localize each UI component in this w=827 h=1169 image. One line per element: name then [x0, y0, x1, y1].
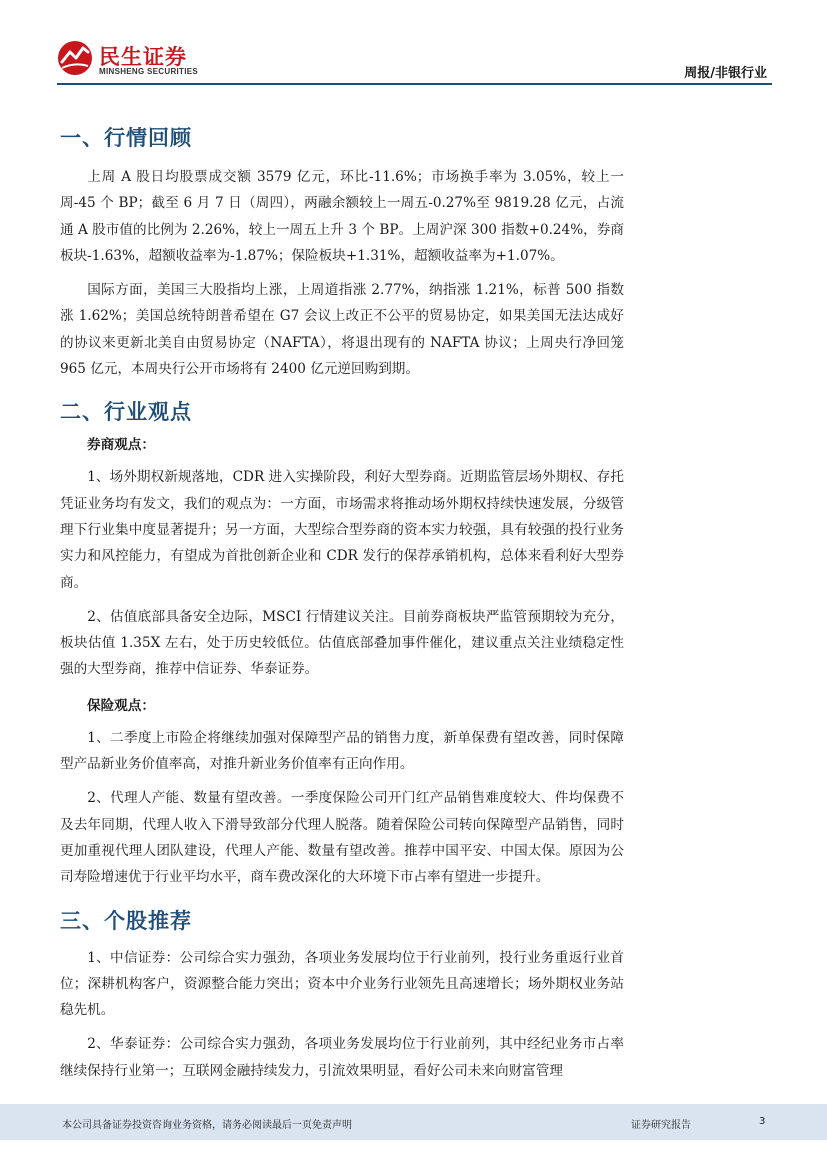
page-header: [0, 0, 827, 86]
footer-report-label: 证券研究报告: [631, 1120, 691, 1131]
section-title-stock-picks: 三、个股推荐: [60, 908, 192, 933]
page-number: 3: [759, 1116, 766, 1127]
market-review-paragraph: 国际方面，美国三大股指均上涨，上周道指涨 2.77%，纳指涨 1.21%，标普 500 指数涨 1.62%；美国总统特朗普希望在 G7 会议上改正不公平的贸易协定，如果美国无法达成好的协议来更新北美自由贸易协定（NAFTA），将退出现有的 NAFTA 协议；上周央行净回笼 965 亿元，本周央行公开市场将有 2400 亿元逆回购到期。: [60, 282, 624, 378]
insurance-view-heading: 保险观点：: [87, 697, 155, 714]
logo-english-text: MINSHENG SECURITIES: [99, 67, 199, 76]
report-type: 周报/非银行业: [684, 66, 767, 81]
insurance-view-paragraph: 1、二季度上市险企将继续加强对保障型产品的销售力度，新单保费有望改善，同时保障型产品新业务价值率高，对推升新业务价值率有正向作用。: [60, 729, 624, 773]
brokerage-view-paragraph: 1、场外期权新规落地，CDR 进入实操阶段，利好大型券商。近期监管层场外期权、存托凭证业务均有发文，我们的观点为：一方面，市场需求将推动场外期权持续快速发展，分级管理下行业集中度显著提升；另一方面，大型综合型券商的资本实力较强，具有较强的投行业务实力和风控能力，有望成为首批创新企业和 CDR 发行的保荐承销机构，总体来看利好大型券商。: [60, 469, 624, 591]
brokerage-view-paragraph: 2、估值底部具备安全边际，MSCI 行情建议关注。目前券商板块严监管预期较为充分，板块估值 1.35X 左右，处于历史较低位。估值底部叠加事件催化，建议重点关注业绩稳定性强的大型券商，推荐中信证券、华泰证券。: [60, 608, 624, 678]
company-logo: [57, 40, 207, 80]
section-title-market-review: 一、行情回顾: [60, 126, 192, 150]
header-divider: [57, 83, 772, 85]
page-footer: [0, 1104, 827, 1140]
market-review-paragraph: 上周 A 股日均股票成交额 3579 亿元，环比-11.6%；市场换手率为 3.05%，较上一周-45 个 BP；截至 6 月 7 日（周四），两融余额较上一周五-0.27%至 9819.28 亿元，占流通 A 股市值的比例为 2.26%，较上一周五上升 3 个 BP。上周沪深 300 指数+0.24%，券商板块-1.63%，超额收益率为-1.87%；保险板块+1.31%，超额收益率为+1.07%。: [60, 169, 624, 264]
stock-pick-paragraph: 1、中信证券：公司综合实力强劲，各项业务发展均位于行业前列，投行业务重返行业首位；深耕机构客户，资源整合能力突出；资本中介业务行业领先且高速增长；场外期权业务站稳先机。: [60, 949, 624, 1019]
footer-disclaimer: 本公司具备证券投资咨询业务资格，请务必阅读最后一页免责声明: [62, 1120, 352, 1131]
section-title-industry-view: 二、行业观点: [60, 400, 192, 425]
minsheng-logo-icon: [57, 40, 93, 76]
stock-pick-paragraph: 2、华泰证券：公司综合实力强劲，各项业务发展均位于行业前列，其中经纪业务市占率继续保持行业第一；互联网金融持续发力，引流效果明显，看好公司未来向财富管理: [60, 1036, 624, 1079]
insurance-view-paragraph: 2、代理人产能、数量有望改善。一季度保险公司开门红产品销售难度较大、件均保费不及去年同期，代理人收入下滑导致部分代理人脱落。随着保险公司转向保障型产品销售，同时更加重视代理人团队建设，代理人产能、数量有望改善。推荐中国平安、中国太保。原因为公司寿险增速优于行业平均水平，商车费改深化的大环境下市占率有望进一步提升。: [60, 790, 624, 886]
logo-chinese-text: 民生证券: [99, 45, 187, 69]
brokerage-view-heading: 券商观点：: [87, 437, 155, 454]
report-body: [60, 122, 624, 1084]
